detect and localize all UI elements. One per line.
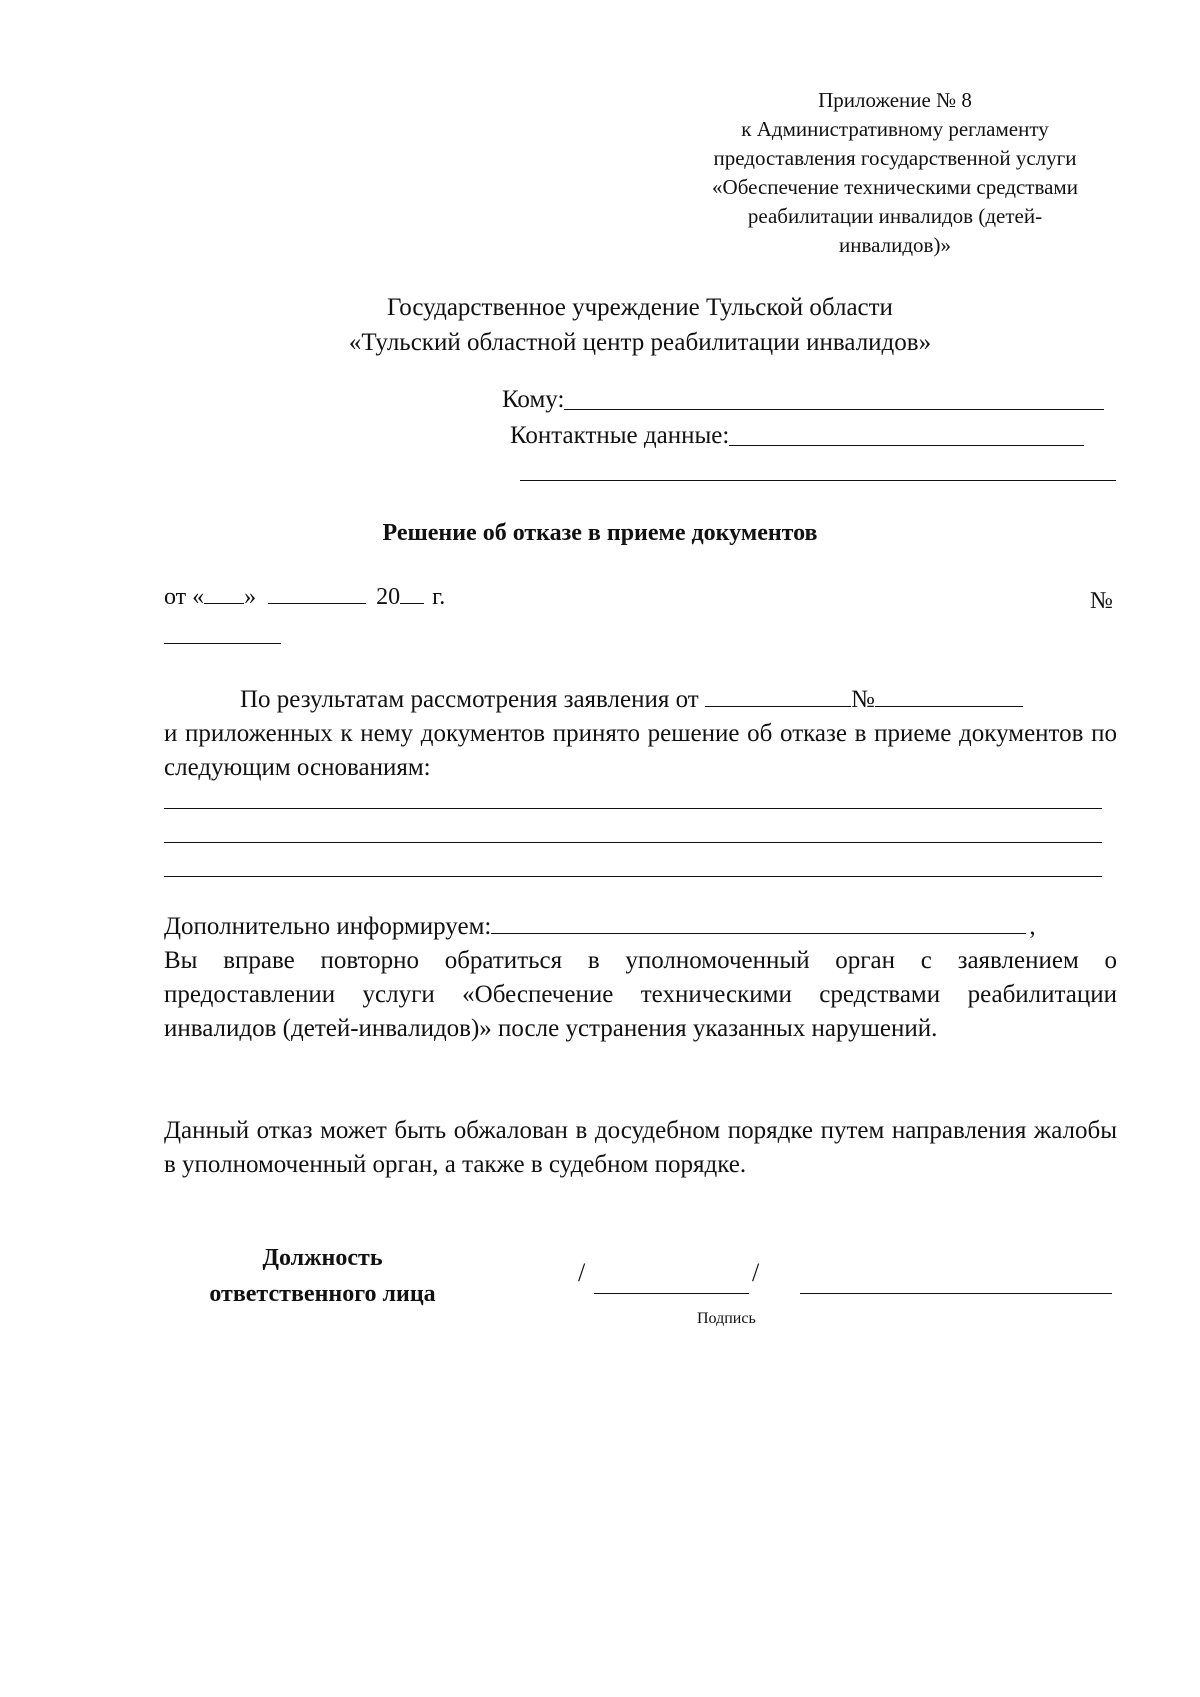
institution-line-2: «Тульский областной центр реабилитации инвалидов» (348, 329, 932, 356)
application-number-sign: № (850, 686, 875, 713)
document-title: Решение об отказе в приеме документов (382, 520, 818, 546)
official-position (160, 1240, 485, 1312)
date-close-quote: » (244, 584, 257, 610)
signature-blank-line (594, 1293, 749, 1294)
day-blank (204, 583, 244, 604)
full-name-blank-line (800, 1293, 1112, 1294)
date-line (164, 583, 445, 611)
signature-caption: Подпись (697, 1310, 756, 1327)
paragraph-rest: и приложенных к нему документов принято решение об отказе в приеме документов по следующим основаниям: (164, 720, 1117, 781)
official-position-line-1: Должность (262, 1245, 383, 1271)
appendix-line: реабилитации инвалидов (детей- (747, 204, 1043, 228)
signature-slash-left: / (578, 1258, 586, 1287)
appendix-line: Приложение № 8 (818, 88, 972, 112)
additional-info-label: Дополнительно информируем: (164, 913, 492, 940)
appendix-line: инвалидов)» (839, 233, 951, 257)
appendix-line: «Обеспечение техническими средствами (712, 175, 1078, 199)
month-blank (268, 583, 366, 604)
signature-slash-right: / (752, 1258, 760, 1287)
number-blank-line (164, 643, 281, 644)
to-blank-line (564, 408, 1104, 410)
contacts-blank-line (729, 444, 1084, 446)
contacts-row (510, 422, 1084, 450)
application-number-blank (875, 686, 1023, 707)
appeal-paragraph: Данный отказ может быть обжалован в досудебном порядке путем направления жалобы в уполномоченный орган, а также в судебном порядке. (164, 1117, 1117, 1178)
additional-info-comma: , (1029, 913, 1036, 940)
reason-blank-line (164, 842, 1102, 843)
application-date-blank (705, 686, 851, 707)
additional-info-text: Вы вправе повторно обратиться в уполномоченный орган с заявлением о предоставлении услуги «Обеспечение техническими средствами реабилитации инвалидов (детей-инвалидов)» после устранения указанных нарушений. (164, 947, 1117, 1042)
paragraph-intro: По результатам рассмотрения заявления от (240, 686, 699, 713)
additional-info-paragraph (164, 910, 1117, 1046)
contacts-label: Контактные данные: (510, 422, 730, 449)
year-suffix: г. (432, 584, 446, 610)
paragraph-first-line (164, 683, 1117, 717)
additional-info-row (164, 910, 1117, 944)
additional-info-blank (491, 913, 1026, 934)
year-prefix: 20 (376, 584, 401, 610)
contacts-blank-line-2 (520, 480, 1116, 481)
appendix-line: к Административному регламенту (741, 117, 1049, 141)
institution-name (200, 290, 1080, 360)
reason-blank-line (164, 808, 1102, 809)
to-row (502, 386, 1104, 414)
official-position-line-2: ответственного лица (209, 1281, 436, 1307)
appendix-header (660, 86, 1130, 260)
to-label: Кому: (502, 386, 565, 413)
year-blank (400, 583, 424, 604)
reason-blank-line (164, 876, 1102, 877)
date-prefix: от « (164, 584, 205, 610)
decision-paragraph (164, 683, 1117, 785)
number-sign: № (1090, 588, 1113, 614)
institution-line-1: Государственное учреждение Тульской области (387, 294, 893, 321)
appendix-line: предоставления государственной услуги (713, 146, 1077, 170)
